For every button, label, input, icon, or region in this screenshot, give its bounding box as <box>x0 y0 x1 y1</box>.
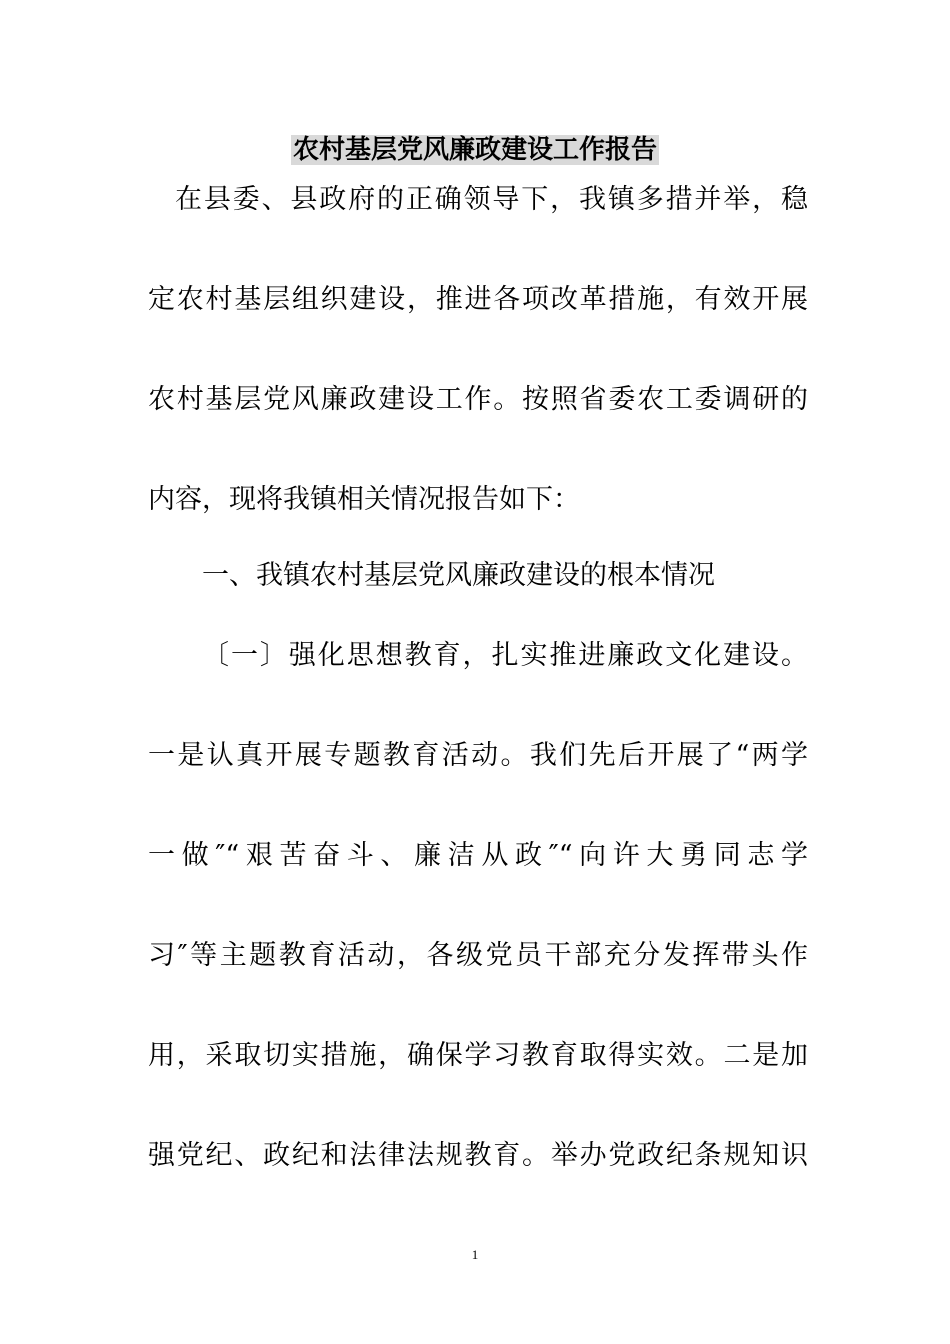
paragraph-line-1: 在县委、县政府的正确领导下，我镇多措并举，稳 <box>175 184 808 215</box>
document-title <box>0 130 950 170</box>
paragraph-line-9: 习″等主题教育活动，各级党员干部充分发挥带头作 <box>148 940 808 971</box>
paragraph-line-7: 一是认真开展专题教育活动。我们先后开展了“两学 <box>148 740 808 771</box>
paragraph-line-2: 定农村基层组织建设，推进各项改革措施，有效开展 <box>148 284 808 315</box>
section-heading: 一、我镇农村基层党风廉政建设的根本情况 <box>202 560 715 591</box>
paragraph-line-4: 内容，现将我镇相关情况报告如下： <box>148 484 580 515</box>
document-title-text: 农村基层党风廉政建设工作报告 <box>292 135 657 165</box>
paragraph-line-8: 一做″“艰苦奋斗、廉洁从政″“向许大勇同志学 <box>148 840 808 871</box>
paragraph-line-10: 用，采取切实措施，确保学习教育取得实效。二是加 <box>148 1040 808 1071</box>
paragraph-line-11: 强党纪、政纪和法律法规教育。举办党政纪条规知识 <box>148 1140 808 1171</box>
page-number: 1 <box>471 1247 479 1262</box>
subsection-heading: 〔一〕强化思想教育，扎实推进廉政文化建设。 <box>202 640 808 671</box>
paragraph-line-3: 农村基层党风廉政建设工作。按照省委农工委调研的 <box>148 384 808 415</box>
